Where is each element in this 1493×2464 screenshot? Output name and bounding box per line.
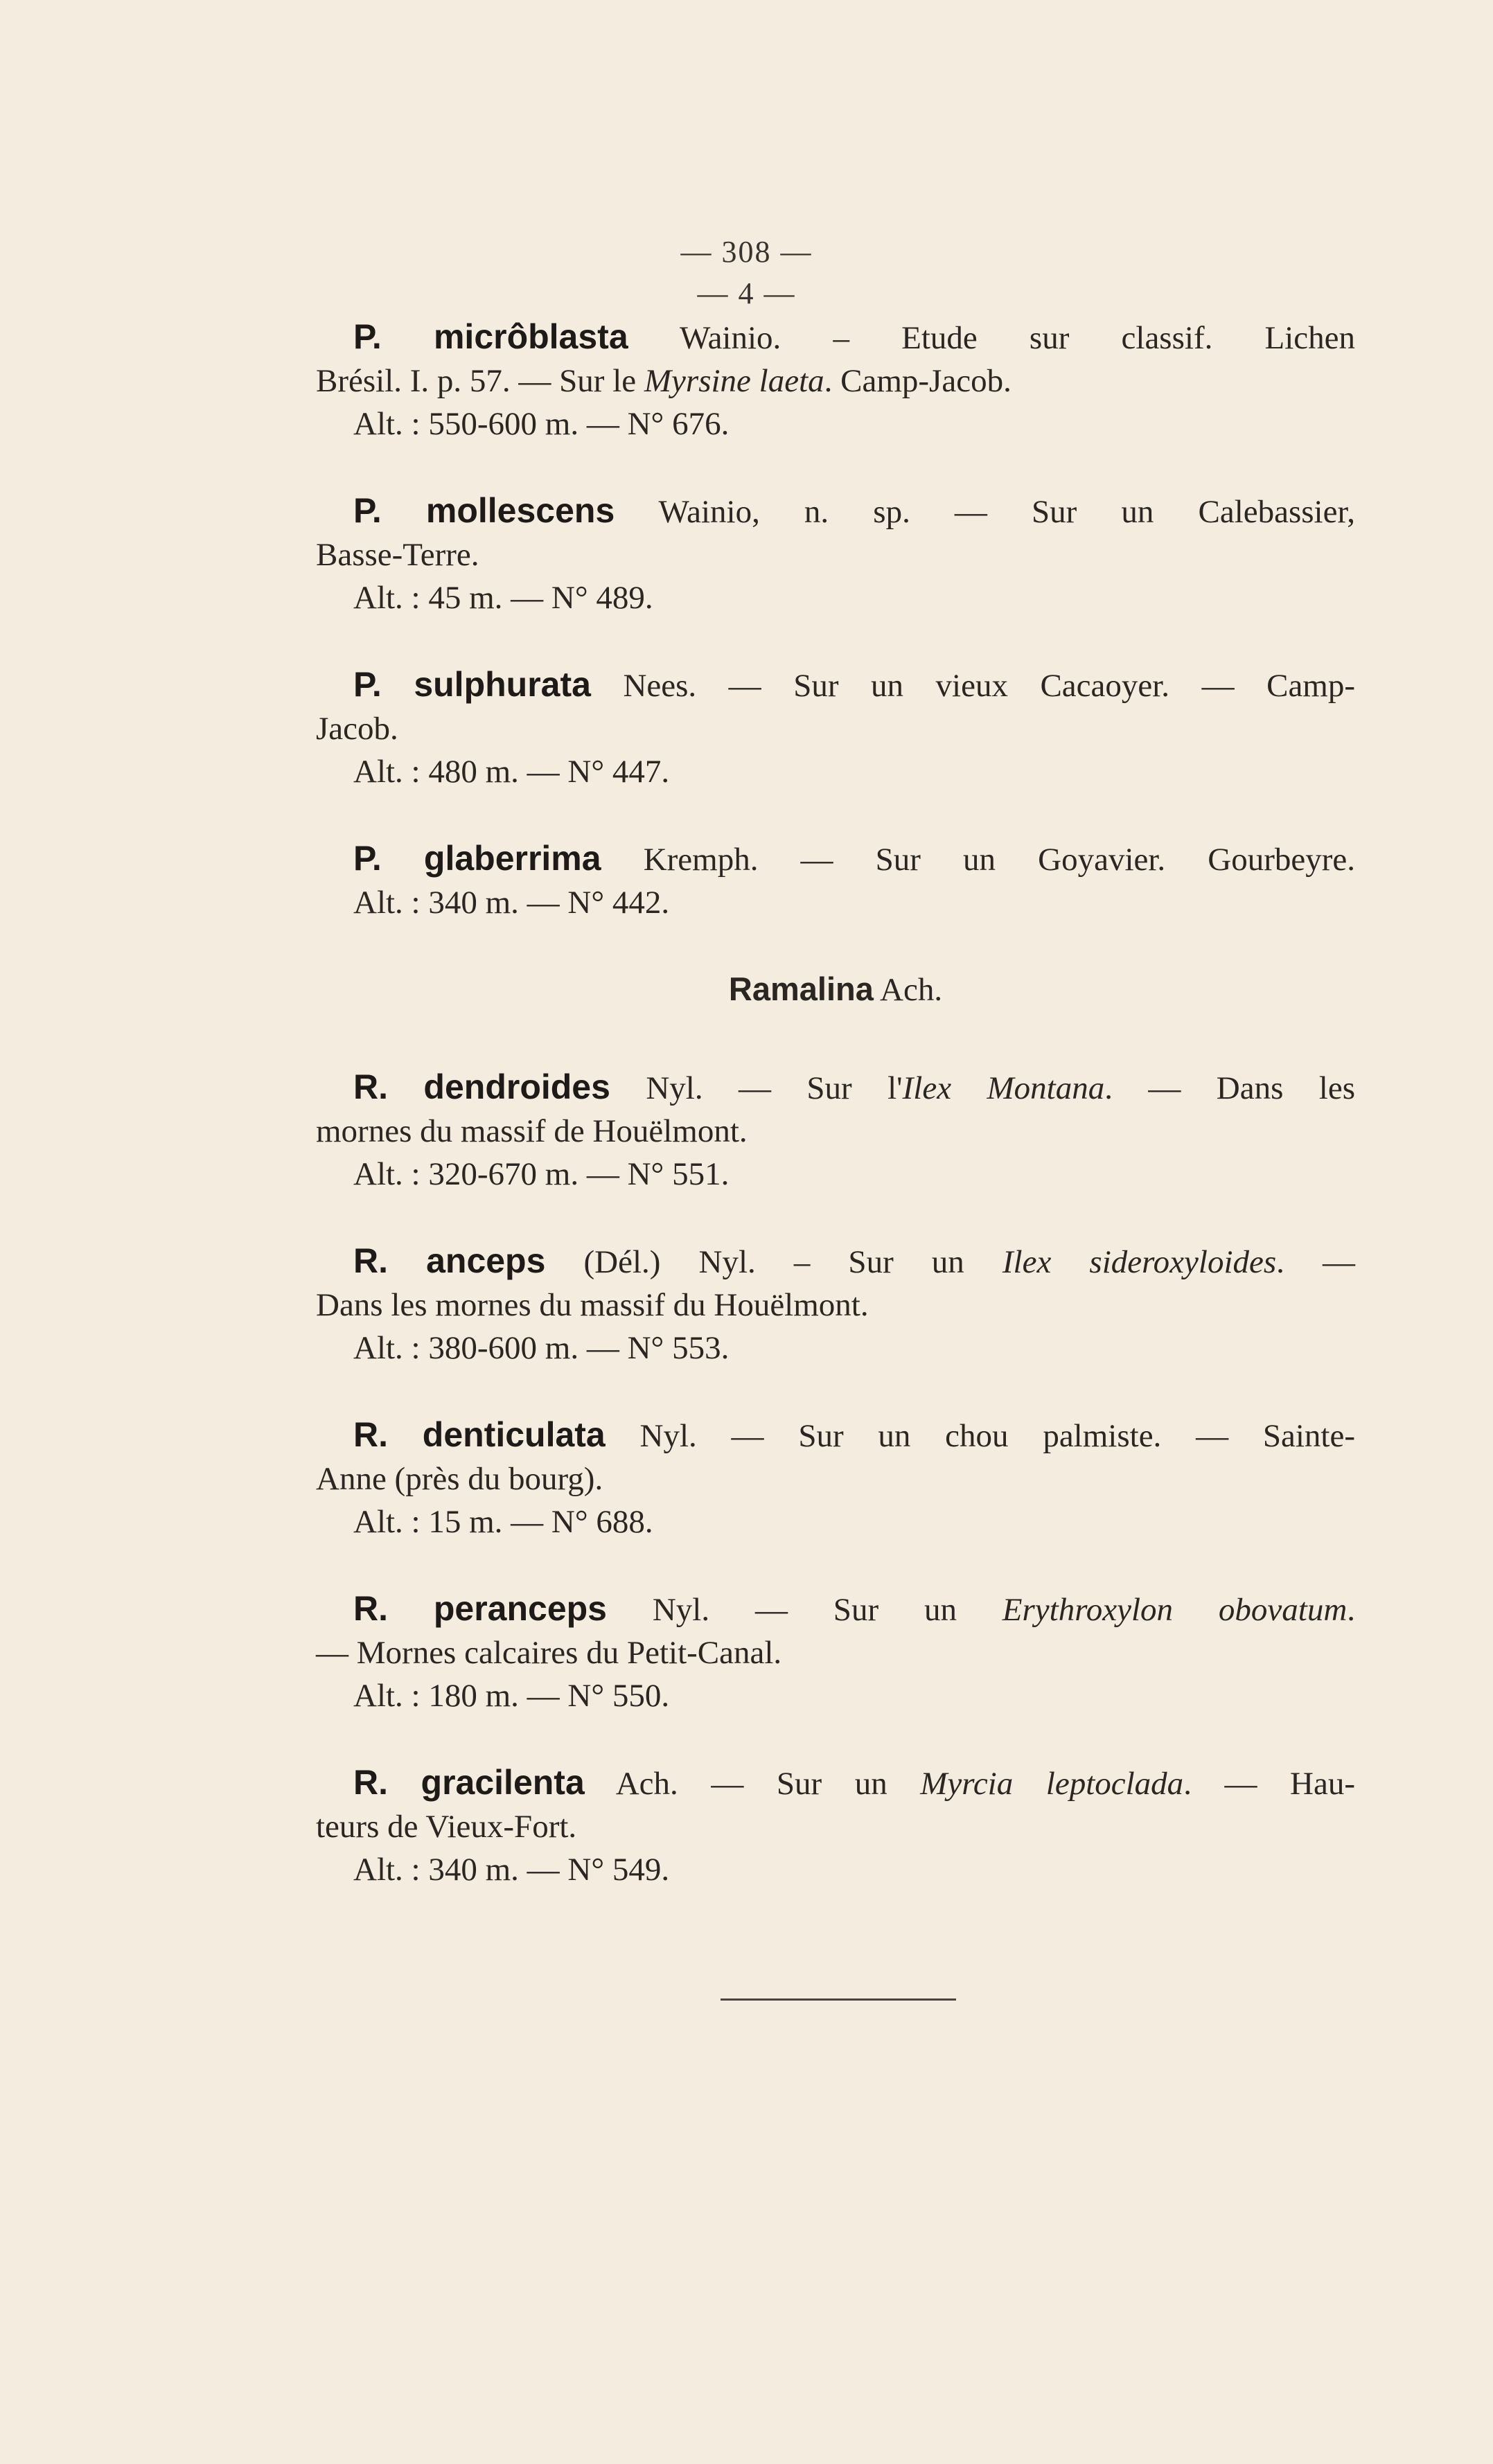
entry-text: . — Hau- (1183, 1766, 1355, 1802)
entry-text: Ach. — Sur un (615, 1766, 921, 1802)
entry-p-mollescens (316, 489, 1355, 619)
entry-line-2: Jacob. (316, 711, 398, 747)
species-name: anceps (426, 1241, 546, 1280)
entry-r-anceps (316, 1239, 1355, 1370)
entry-line-2: — Mornes calcaires du Petit-Canal. (316, 1635, 782, 1671)
species-name: dendroides (423, 1067, 610, 1106)
entry-text: . (1347, 1592, 1356, 1628)
entry-line-1 (316, 489, 1355, 533)
species-abbr: R. (353, 1415, 388, 1454)
entry-line-1 (316, 1413, 1355, 1457)
text-body (316, 315, 1355, 1935)
entry-line-1 (316, 1239, 1355, 1284)
species-abbr: P. (353, 317, 382, 356)
entry-line-1 (316, 663, 1355, 707)
species-name: glaberrima (423, 839, 601, 878)
entry-p-microblasta (316, 315, 1355, 445)
sub-page-number: — 4 — (697, 276, 796, 310)
entry-p-sulphurata (316, 663, 1355, 793)
altitude-line: Alt. : 15 m. — N° 688. (353, 1504, 653, 1540)
host-plant: Ilex Montana (902, 1070, 1105, 1106)
entry-line-2 (316, 360, 1355, 402)
entry-r-dendroides (316, 1065, 1355, 1196)
species-abbr: R. (353, 1241, 388, 1280)
entry-text: Nees. — Sur un vieux Cacaoyer. — Camp- (623, 668, 1356, 704)
entry-text: Nyl. — Sur l' (646, 1070, 903, 1106)
host-plant: Myrcia leptoclada (920, 1766, 1184, 1802)
species-name: gracilenta (421, 1763, 585, 1802)
species-abbr: P. (353, 665, 382, 704)
entry-p-glaberrima (316, 837, 1355, 924)
species-name: sulphurata (414, 665, 591, 704)
entry-text: (Dél.) Nyl. – Sur un (583, 1244, 1002, 1280)
entry-line-1 (316, 315, 1355, 360)
altitude-line: Alt. : 320-670 m. — N° 551. (353, 1156, 730, 1192)
entry-line-1 (316, 1065, 1355, 1110)
genus-heading (316, 968, 1355, 1011)
entry-r-gracilenta (316, 1761, 1355, 1891)
species-name: mollescens (425, 491, 615, 530)
entry-text: Wainio. – Etude sur classif. Lichen (679, 320, 1355, 356)
entry-r-denticulata (316, 1413, 1355, 1543)
altitude-line: Alt. : 550-600 m. — N° 676. (353, 406, 730, 442)
host-plant: Erythroxylon obovatum (1002, 1592, 1348, 1628)
entry-line-2: Basse-Terre. (316, 537, 479, 573)
genus-author: Ach. (880, 972, 943, 1008)
entry-text: Nyl. — Sur un (652, 1592, 1002, 1628)
species-abbr: P. (353, 839, 382, 878)
entry-text: Nyl. — Sur un chou palmiste. — Sainte- (639, 1418, 1355, 1454)
host-plant: Ilex sideroxyloides (1002, 1244, 1277, 1280)
species-name: peranceps (433, 1589, 607, 1628)
species-abbr: R. (353, 1067, 388, 1106)
entry-line-2: mornes du massif de Houëlmont. (316, 1113, 748, 1149)
entry-text: Kremph. — Sur un Goyavier. Gourbeyre. (643, 842, 1355, 878)
entry-line-2: Anne (près du bourg). (316, 1461, 603, 1497)
end-rule (721, 1998, 956, 2001)
altitude-line: Alt. : 45 m. — N° 489. (353, 580, 653, 616)
entry-text: Wainio, n. sp. — Sur un Calebassier, (658, 494, 1355, 530)
species-name: denticulata (422, 1415, 606, 1454)
altitude-line: Alt. : 340 m. — N° 442. (353, 885, 670, 921)
altitude-line: Alt. : 180 m. — N° 550. (353, 1678, 670, 1714)
page-number: — 308 — (680, 235, 813, 269)
species-abbr: P. (353, 491, 382, 530)
entry-line-1 (316, 1761, 1355, 1805)
entry-line-1 (316, 1587, 1355, 1631)
entry-text: Brésil. I. p. 57. — Sur le (316, 363, 644, 399)
entry-line-2: teurs de Vieux-Fort. (316, 1809, 577, 1845)
entry-r-peranceps (316, 1587, 1355, 1717)
altitude-line: Alt. : 480 m. — N° 447. (353, 754, 670, 790)
entry-text: . — Dans les (1104, 1070, 1356, 1106)
entry-line-2: Dans les mornes du massif du Houëlmont. (316, 1287, 869, 1323)
entry-line-1 (316, 837, 1355, 881)
altitude-line: Alt. : 380-600 m. — N° 553. (353, 1330, 730, 1366)
altitude-line: Alt. : 340 m. — N° 549. (353, 1852, 670, 1888)
genus-name: Ramalina (728, 970, 874, 1007)
entry-text: . — (1276, 1244, 1356, 1280)
species-abbr: R. (353, 1763, 388, 1802)
host-plant: Myrsine laeta (644, 363, 824, 399)
species-abbr: R. (353, 1589, 388, 1628)
species-name: micrôblasta (433, 317, 628, 356)
entry-text: . Camp-Jacob. (824, 363, 1011, 399)
